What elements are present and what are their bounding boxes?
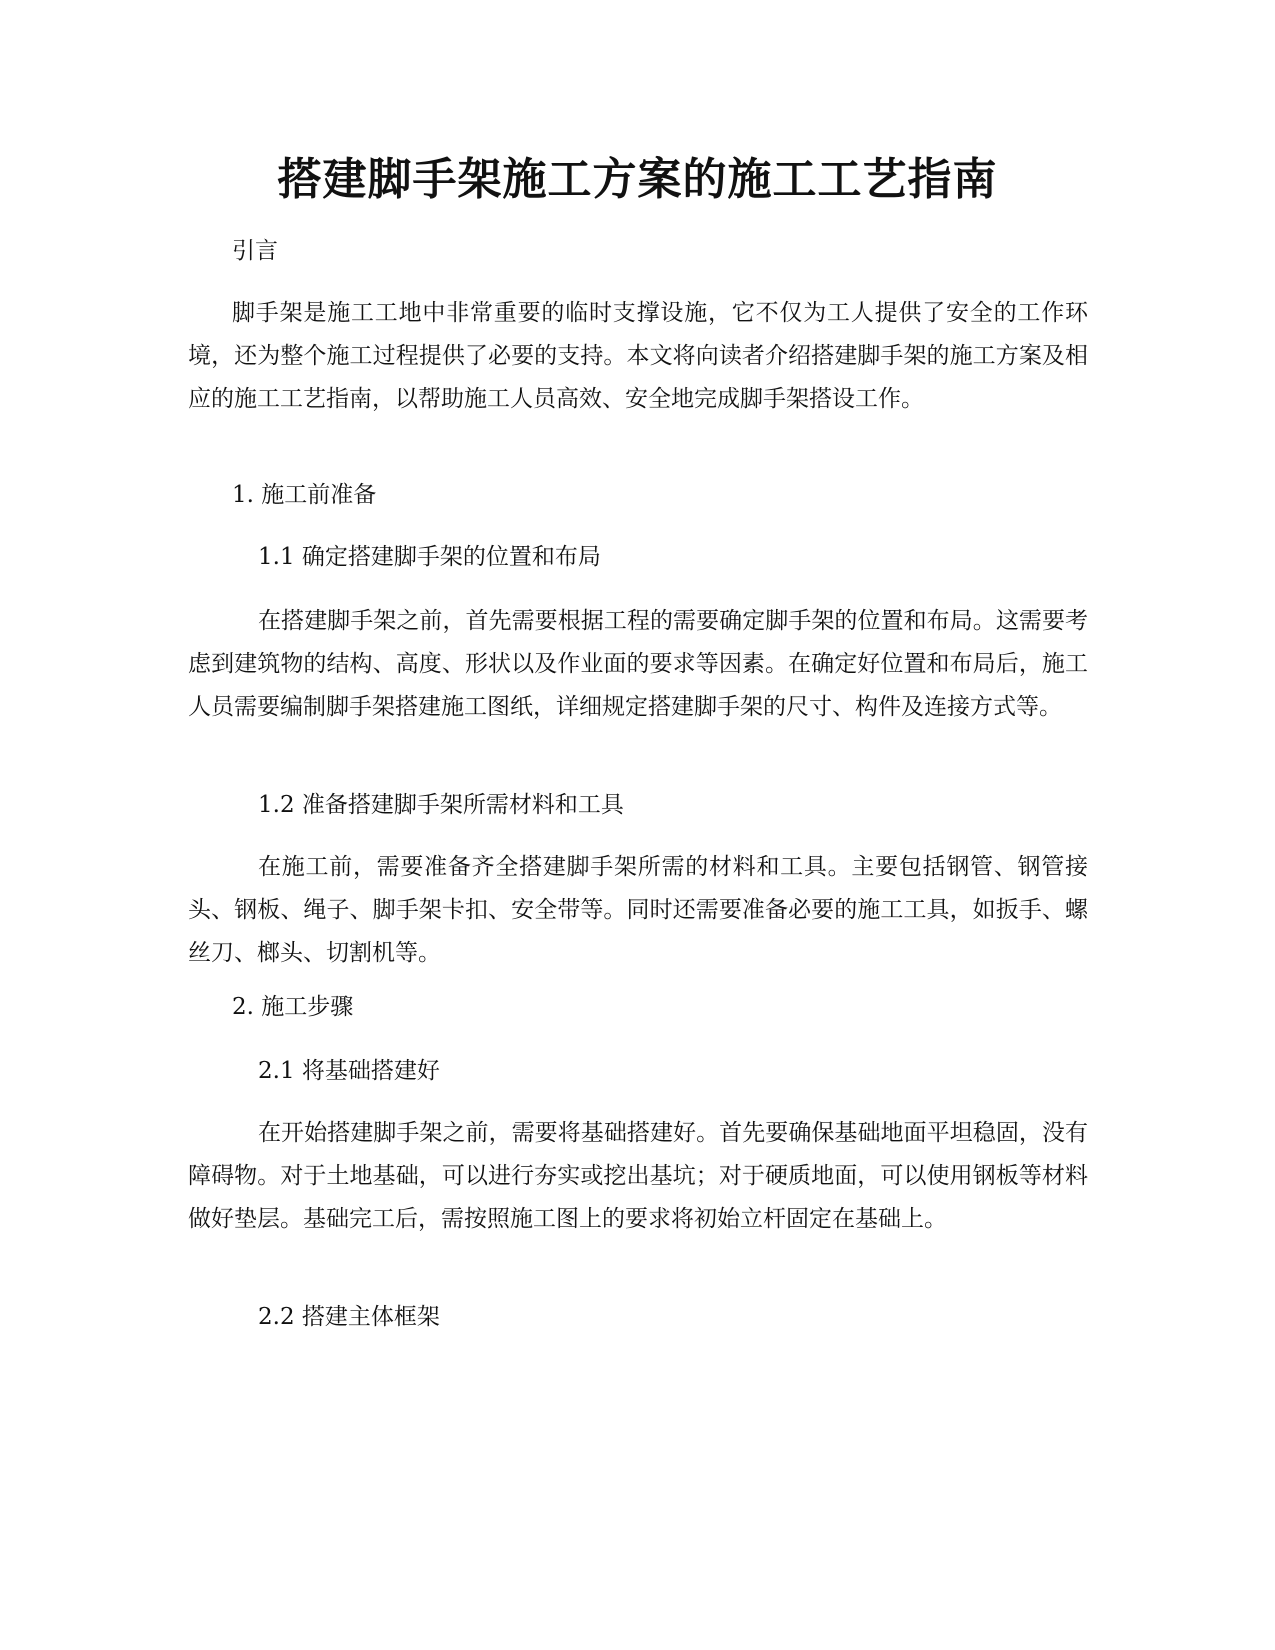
intro-heading: 引言	[232, 238, 278, 264]
section-1-2-heading: 1.2 准备搭建脚手架所需材料和工具	[258, 792, 624, 818]
section-2-1-heading: 2.1 将基础搭建好	[258, 1058, 440, 1084]
section-1-2-paragraph: 在施工前，需要准备齐全搭建脚手架所需的材料和工具。主要包括钢管、钢管接头、钢板、绳子、脚手架卡扣、安全带等。同时还需要准备必要的施工工具，如扳手、螺丝刀、榔头、切割机等。	[188, 854, 1088, 966]
section-1-1-paragraph: 在搭建脚手架之前，首先需要根据工程的需要确定脚手架的位置和布局。这需要考虑到建筑物的结构、高度、形状以及作业面的要求等因素。在确定好位置和布局后，施工人员需要编制脚手架搭建施工图纸，详细规定搭建脚手架的尺寸、构件及连接方式等。	[188, 608, 1088, 720]
section-2-1-paragraph: 在开始搭建脚手架之前，需要将基础搭建好。首先要确保基础地面平坦稳固，没有障碍物。对于土地基础，可以进行夯实或挖出基坑；对于硬质地面，可以使用钢板等材料做好垫层。基础完工后，需按照施工图上的要求将初始立杆固定在基础上。	[188, 1120, 1088, 1232]
section-2-2-heading: 2.2 搭建主体框架	[258, 1304, 440, 1330]
section-1-heading: 1. 施工前准备	[232, 482, 377, 508]
intro-paragraph: 脚手架是施工工地中非常重要的临时支撑设施，它不仅为工人提供了安全的工作环境，还为整个施工过程提供了必要的支持。本文将向读者介绍搭建脚手架的施工方案及相应的施工工艺指南，以帮助施工人员高效、安全地完成脚手架搭设工作。	[188, 300, 1088, 412]
section-1-1-heading: 1.1 确定搭建脚手架的位置和布局	[258, 544, 601, 570]
document-title: 搭建脚手架施工方案的施工工艺指南	[277, 154, 998, 205]
section-2-heading: 2. 施工步骤	[232, 994, 354, 1020]
